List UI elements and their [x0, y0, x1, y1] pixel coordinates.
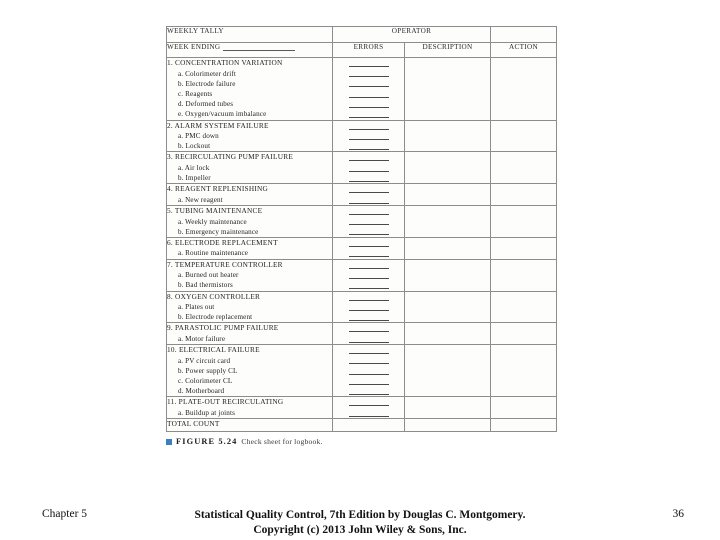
action-cell[interactable] [491, 323, 557, 345]
description-cell[interactable] [405, 58, 491, 121]
tally-line[interactable] [349, 172, 389, 182]
footer-copyright-line2: Copyright (c) 2013 John Wiley & Sons, Inc. [253, 524, 467, 536]
category-title: 6. ELECTRODE REPLACEMENT [167, 237, 278, 247]
footer-copyright [0, 508, 720, 538]
operator-blank-cell [491, 27, 557, 43]
category-item: a. New reagent [178, 195, 223, 204]
description-cell[interactable] [405, 120, 491, 152]
category-title: 5. TUBING MAINTENANCE [167, 206, 263, 216]
category-item: a. PV circuit card [178, 356, 231, 365]
description-cell[interactable] [405, 345, 491, 397]
category-title: 11. PLATE-OUT RECIRCULATING [167, 397, 284, 407]
category-title: 9. PARASTOLIC PUMP FAILURE [167, 323, 279, 333]
footer-copyright-line1: Statistical Quality Control, 7th Edition by Douglas C. Montgomery. [194, 509, 526, 521]
category-item: b. Electrode failure [178, 79, 236, 88]
description-cell[interactable] [405, 206, 491, 238]
action-cell[interactable] [491, 58, 557, 121]
category-item: a. Weekly maintenance [178, 217, 247, 226]
category-item: b. Impeller [178, 174, 211, 183]
description-header: DESCRIPTION [405, 43, 491, 58]
action-cell[interactable] [491, 345, 557, 397]
table-body [167, 27, 557, 58]
errors-tally-cell[interactable] [333, 323, 405, 345]
category-item: a. PMC down [178, 132, 219, 141]
category-title: 2. ALARM SYSTEM FAILURE [167, 120, 269, 130]
description-cell[interactable] [405, 152, 491, 184]
tally-line[interactable] [349, 385, 389, 395]
tally-line[interactable] [349, 323, 389, 332]
category-item: a. Burned out heater [178, 271, 239, 280]
category-item: a. Colorimeter drift [178, 69, 236, 78]
category-item: b. Lockout [178, 142, 211, 151]
description-cell[interactable] [405, 323, 491, 345]
tally-line[interactable] [349, 397, 389, 406]
tally-line[interactable] [349, 58, 389, 67]
description-cell[interactable] [405, 397, 491, 419]
total-count-label: TOTAL COUNT [167, 419, 333, 432]
category-item: a. Buildup at joints [178, 408, 235, 417]
footer-page-number: 36 [672, 508, 684, 520]
category-rows [167, 58, 557, 419]
description-cell[interactable] [405, 291, 491, 323]
category-item: c. Reagents [178, 89, 213, 98]
category-item: b. Emergency maintenance [178, 227, 259, 236]
tally-line[interactable] [349, 98, 389, 108]
category-title: 10. ELECTRICAL FAILURE [167, 345, 260, 355]
tally-line[interactable] [349, 345, 389, 354]
errors-tally-cell[interactable] [333, 152, 405, 184]
category-cell [167, 120, 333, 152]
total-row-body [167, 419, 557, 432]
category-cell [167, 291, 333, 323]
action-cell[interactable] [491, 184, 557, 206]
errors-tally-cell[interactable] [333, 397, 405, 419]
action-cell[interactable] [491, 291, 557, 323]
tally-line[interactable] [349, 77, 389, 87]
category-title: 7. TEMPERATURE CONTROLLER [167, 259, 283, 269]
action-cell[interactable] [491, 237, 557, 259]
tally-line[interactable] [349, 161, 389, 171]
category-item: b. Electrode replacement [178, 313, 253, 322]
category-cell [167, 184, 333, 206]
total-count-errors-cell[interactable] [333, 419, 405, 432]
action-cell[interactable] [491, 152, 557, 184]
errors-tally-cell[interactable] [333, 237, 405, 259]
tally-line[interactable] [349, 311, 389, 321]
tally-line[interactable] [349, 184, 389, 193]
tally-line[interactable] [349, 375, 389, 385]
total-count-row [167, 419, 557, 432]
category-item: d. Deformed tubes [178, 100, 234, 109]
category-cell [167, 397, 333, 419]
category-row [167, 259, 557, 291]
action-cell[interactable] [491, 206, 557, 238]
table-subheader-row [167, 43, 557, 58]
action-cell[interactable] [491, 397, 557, 419]
check-sheet-table [166, 26, 557, 432]
category-item: d. Motherboard [178, 387, 225, 396]
tally-line[interactable] [349, 247, 389, 257]
errors-header: ERRORS [333, 43, 405, 58]
category-cell [167, 323, 333, 345]
category-item: b. Power supply CL [178, 366, 238, 375]
action-header: ACTION [491, 43, 557, 58]
tally-line[interactable] [349, 215, 389, 225]
tally-line[interactable] [349, 292, 389, 301]
category-title: 8. OXYGEN CONTROLLER [167, 291, 261, 301]
figure-caption [166, 437, 556, 446]
category-item: b. Bad thermistors [178, 281, 233, 290]
category-title: 1. CONCENTRATION VARIATION [167, 58, 283, 67]
operator-header: OPERATOR [333, 27, 491, 43]
errors-tally-cell[interactable] [333, 259, 405, 291]
tally-line[interactable] [349, 260, 389, 269]
tally-line[interactable] [349, 301, 389, 311]
footer-chapter: Chapter 5 [42, 508, 88, 520]
figure-caption-text: Check sheet for logbook. [241, 437, 323, 447]
tally-line[interactable] [349, 238, 389, 247]
category-item: a. Air lock [178, 163, 210, 172]
category-row [167, 206, 557, 238]
description-cell[interactable] [405, 237, 491, 259]
category-item: a. Plates out [178, 303, 215, 312]
tally-line[interactable] [349, 152, 389, 161]
figure-block [166, 26, 556, 446]
category-row [167, 237, 557, 259]
caption-marker-icon [166, 439, 172, 445]
description-cell[interactable] [405, 184, 491, 206]
category-item: e. Oxygen/vacuum imbalance [178, 110, 267, 119]
category-row [167, 184, 557, 206]
week-ending-input-line[interactable] [223, 43, 295, 51]
description-cell[interactable] [405, 259, 491, 291]
category-title: 3. RECIRCULATING PUMP FAILURE [167, 152, 294, 162]
total-count-action-cell[interactable] [491, 419, 557, 432]
category-cell [167, 58, 333, 121]
errors-tally-cell[interactable] [333, 345, 405, 397]
tally-line[interactable] [349, 225, 389, 235]
tally-line[interactable] [349, 193, 389, 203]
errors-tally-cell[interactable] [333, 206, 405, 238]
slide-footer [0, 500, 720, 540]
tally-line[interactable] [349, 140, 389, 150]
errors-tally-cell[interactable] [333, 291, 405, 323]
tally-line[interactable] [349, 87, 389, 97]
category-item: c. Colorimeter CL [178, 377, 233, 386]
category-cell [167, 152, 333, 184]
category-cell [167, 206, 333, 238]
errors-tally-cell[interactable] [333, 120, 405, 152]
total-count-description-cell[interactable] [405, 419, 491, 432]
action-cell[interactable] [491, 120, 557, 152]
tally-line[interactable] [349, 332, 389, 342]
category-cell [167, 259, 333, 291]
tally-line[interactable] [349, 354, 389, 364]
category-row [167, 323, 557, 345]
category-row [167, 152, 557, 184]
tally-line[interactable] [349, 279, 389, 289]
errors-tally-cell[interactable] [333, 184, 405, 206]
figure-number: FIGURE 5.24 [176, 437, 238, 447]
weekly-tally-header: WEEKLY TALLY [167, 27, 333, 43]
tally-line[interactable] [349, 130, 389, 140]
category-item: a. Motor failure [178, 334, 226, 343]
category-cell [167, 345, 333, 397]
table-header-row [167, 27, 557, 43]
tally-line[interactable] [349, 269, 389, 279]
tally-line[interactable] [349, 406, 389, 416]
category-row [167, 397, 557, 419]
category-row [167, 120, 557, 152]
category-item: a. Routine maintenance [178, 249, 249, 258]
category-row [167, 345, 557, 397]
category-cell [167, 237, 333, 259]
tally-line[interactable] [349, 206, 389, 215]
category-row [167, 58, 557, 121]
week-ending-cell [167, 43, 333, 58]
errors-tally-cell[interactable] [333, 58, 405, 121]
week-ending-label: WEEK ENDING [167, 43, 221, 51]
tally-line[interactable] [349, 108, 389, 118]
action-cell[interactable] [491, 259, 557, 291]
tally-line[interactable] [349, 67, 389, 77]
tally-line[interactable] [349, 121, 389, 130]
category-row [167, 291, 557, 323]
tally-line[interactable] [349, 364, 389, 374]
category-title: 4. REAGENT REPLENISHING [167, 184, 269, 194]
